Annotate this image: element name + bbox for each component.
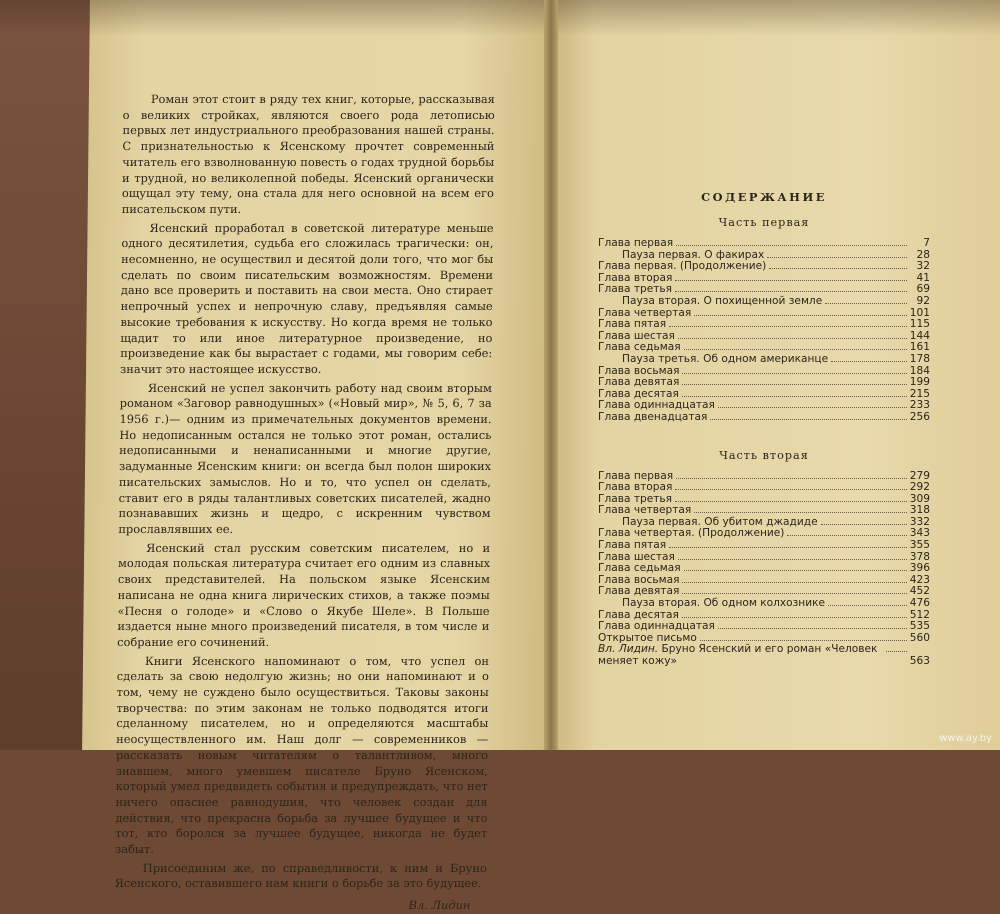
toc-entry-page: 423: [909, 573, 930, 586]
toc-entry-page: 256: [909, 410, 930, 423]
toc-entry-label: Глава седьмая: [598, 562, 681, 575]
toc-leader-dots: [682, 609, 907, 618]
paragraph: Ясенский не успел закончить работу над своим вторым романом «Заговор равнодушных» («Новый мир», № 5, 6, 7 за 1956 г.)— одним из примечательных документов времени. Но недописанным остался не только этот роман, остались недописанными и ненаписанными и многие другие, задуманные Ясенским книги: он всегда был полон широких писательских замыслов. Но и то, что успел он сделать, ставит его в ряды талантливых советских писателей, жадно познававших жизнь и щедро, с искренним чувством прославлявших ее.: [118, 380, 492, 536]
toc-entry: [598, 562, 930, 574]
toc-entry-label: Глава одиннадцатая: [598, 620, 715, 633]
toc-entry-label: Глава девятая: [598, 585, 680, 598]
toc-entry-label: Открытое письмо: [598, 631, 697, 644]
toc-entry: [598, 365, 930, 377]
toc-leader-dots: [669, 539, 907, 548]
toc-entry-page: 184: [909, 364, 930, 377]
toc-leader-dots: [825, 295, 907, 304]
toc-entry-page: 144: [909, 329, 930, 342]
toc-leader-dots: [682, 365, 906, 374]
toc-leader-dots: [682, 376, 906, 385]
toc-entry: [598, 388, 930, 400]
toc-entry-page: 215: [909, 387, 930, 400]
toc-leader-dots: [787, 527, 906, 536]
paragraph: Ясенский проработал в советской литературе меньше одного десятилетия, судьба его сложилась трагически: он, несомненно, не осуществил и десятой доли того, что мог бы сделать по своим писательским возможностям. Времени дано все проверить и поставить на свои места. Оно стирает непрочный успех и непрочную славу, предъявляя самые высокие требования к искусству. Но когда время не только щадит то или иное литературное произведение, но произведение как бы вырастает с годами, мы говорим себе: значит это настоящее искусство.: [119, 220, 494, 376]
toc-leader-dots: [675, 481, 906, 490]
toc-entry-page: 309: [909, 492, 930, 505]
toc-entry-page: 378: [909, 550, 930, 563]
toc-entry: [598, 295, 930, 307]
toc-entry-label: Глава первая: [598, 237, 674, 249]
toc-entry-page: 476: [909, 597, 930, 610]
toc-entry-label: Глава четвертая. (Продолжение): [598, 527, 785, 540]
toc-entry-page: 332: [909, 515, 930, 528]
toc-leader-dots: [821, 516, 907, 525]
paragraph: Роман этот стоит в ряду тех книг, которые, рассказывая о великих стройках, являются своего рода летописью первых лет индустриального преобразования нашей страны. С признательностью к Ясенскому прочтет современный читатель его взволнованную повесть о годах трудной борьбы и трудной, но великолепной победы. Ясенский органически ощущал эту тему, она стала для него основной на всем его писательском пути.: [121, 92, 495, 216]
toc-afterword-title: Бруно Ясенский и его роман «Человек меняет кожу»: [598, 643, 878, 667]
toc-leader-dots: [676, 237, 907, 246]
toc-entry-page: 115: [909, 318, 930, 331]
book-spine: [544, 0, 558, 750]
toc-entry-label: Пауза первая. Об убитом джадиде: [622, 515, 818, 528]
toc-entry-label: Глава пятая: [598, 318, 667, 331]
toc-entry-label: Глава четвертая: [598, 306, 692, 319]
part-two-entries: [598, 470, 930, 644]
toc-leader-dots: [828, 597, 907, 606]
toc-entry: [598, 318, 930, 330]
toc-entry-page: 535: [909, 620, 930, 633]
toc-entry-label: Глава шестая: [598, 550, 675, 563]
part-one-title: Часть первая: [718, 216, 810, 229]
toc-entry-label: Пауза вторая. Об одном колхознике: [622, 597, 826, 610]
toc-leader-dots: [676, 470, 907, 479]
toc-entry-page: 292: [909, 481, 930, 494]
toc-title: СОДЕРЖАНИЕ: [701, 190, 827, 204]
toc-entry-label: Глава шестая: [598, 329, 675, 342]
left-page: [82, 0, 558, 913]
toc-entry: [598, 481, 930, 493]
toc-entry: [598, 237, 930, 249]
toc-entry-label: Глава пятая: [598, 539, 667, 552]
toc-entry: [598, 527, 930, 539]
toc-entry: [598, 574, 930, 586]
toc-entry: [598, 399, 930, 411]
paragraph: Книги Ясенского напоминают о том, что успел он сделать за свою недолгую жизнь; но они напоминают и о том, чему не суждено было осуществиться. Таковы законы творчества: по этим законам не только подводятся итоги сделанному писателем, но и определяются масштабы неосуществленного им. Наш долг — современников — рассказать новым читателям о талантливом, много знавшем, много умевшем писателе Бруно Ясенском, который умел предвидеть события и предупреждать, что нет ничего опаснее равнодушия, что человек создан для действия, что прекрасна борьба за лучшее будущее и что тот, кто боролся за лучшее будущее, никогда не будет забыт.: [114, 653, 490, 857]
toc-leader-dots: [682, 574, 906, 583]
toc-entry: [598, 632, 930, 644]
toc-leader-dots: [675, 493, 907, 502]
toc-entry: [598, 609, 930, 621]
toc-entry: [598, 330, 930, 342]
toc-entry-label: Пауза вторая. О похищенной земле: [622, 294, 823, 307]
toc-entry-label: Пауза первая. О факирах: [622, 248, 765, 261]
toc-entry-label: Глава десятая: [598, 387, 679, 400]
toc-entry-page: 233: [909, 399, 930, 412]
toc-entry-page: 355: [909, 539, 930, 552]
toc-entry: [598, 516, 930, 528]
toc-entry-label: Глава одиннадцатая: [598, 399, 715, 412]
right-page: [550, 0, 1000, 750]
toc-entry: [598, 411, 930, 423]
toc-entry: [598, 283, 930, 295]
author-signature: Вл. Лидин: [408, 898, 471, 913]
toc-entry-label: Пауза третья. Об одном американце: [622, 352, 829, 365]
toc-entry: [598, 585, 930, 597]
toc-entry-label: Глава девятая: [598, 376, 680, 389]
toc-entry: [598, 260, 930, 272]
toc-entry-page: 396: [909, 562, 930, 575]
toc-entry-page: 178: [909, 352, 930, 365]
toc-leader-dots: [710, 411, 906, 420]
toc-entry-page: 101: [909, 306, 930, 319]
toc-entry-label: Глава десятая: [598, 608, 679, 621]
paragraph: Ясенский стал русским советским писателем, но и молодая польская литература считает его одним из славных своих представителей. На польском языке Ясенским написана не одна книга лирических стихов, а также поэмы «Песня о голоде» и «Слово о Якубе Шеле». В Польше издается ныне много произведений писателя, в том числе и собрание его сочинений.: [117, 540, 491, 649]
toc-entry-label: Глава восьмая: [598, 573, 680, 586]
toc-leader-dots: [886, 643, 907, 652]
toc-entry-page: 563: [909, 655, 930, 667]
toc-leader-dots: [694, 504, 906, 513]
toc-leader-dots: [769, 260, 907, 269]
toc-entry-label: Глава первая: [598, 469, 674, 482]
toc-leader-dots: [718, 399, 907, 408]
toc-entry-label: Глава седьмая: [598, 341, 681, 354]
toc-entry-page: 161: [909, 341, 930, 354]
toc-entry-page: 41: [916, 271, 930, 284]
toc-entry-label: Глава первая. (Продолжение): [598, 260, 767, 273]
toc-entry-label: Глава третья: [598, 492, 673, 505]
toc-leader-dots: [675, 272, 907, 281]
toc-entry-label: Глава двенадцатая: [598, 410, 708, 423]
toc-leader-dots: [682, 388, 907, 397]
toc-entry-label: Глава вторая: [598, 481, 673, 494]
toc-entry-label: Глава восьмая: [598, 364, 680, 377]
toc-entry-page: 199: [909, 376, 930, 389]
toc-entry-page: 452: [909, 585, 930, 598]
toc-entry: [598, 551, 930, 563]
toc-entry: [598, 597, 930, 609]
toc-leader-dots: [675, 283, 907, 292]
toc-entry: [598, 493, 930, 505]
toc-leader-dots: [669, 318, 907, 327]
toc-entry: [598, 539, 930, 551]
toc-entry-page: 343: [909, 527, 930, 540]
toc-entry: [598, 341, 930, 353]
part-one-entries: [598, 237, 930, 423]
toc-entry-page: 28: [916, 248, 930, 261]
toc-leader-dots: [700, 632, 907, 641]
toc-entry: [598, 272, 930, 284]
toc-leader-dots: [831, 353, 907, 362]
toc-entry-page: 92: [916, 294, 930, 307]
toc-entry-label: Глава вторая: [598, 271, 673, 284]
toc-entry-afterword: [598, 643, 930, 667]
toc-entry: [598, 376, 930, 388]
toc-entry-page: 279: [909, 469, 930, 482]
toc-leader-dots: [684, 562, 907, 571]
toc-author: Вл. Лидин.: [598, 643, 659, 656]
toc-entry: [598, 249, 930, 261]
toc-entry-label: [598, 644, 883, 667]
toc-leader-dots: [684, 341, 907, 350]
afterword-text: [114, 92, 495, 914]
toc-leader-dots: [682, 585, 906, 594]
toc-leader-dots: [678, 330, 907, 339]
toc-entry-page: 512: [909, 608, 930, 621]
toc-entry-label: Глава четвертая: [598, 504, 692, 517]
watermark: www.ay.by: [939, 733, 992, 744]
toc-entry-page: 32: [916, 260, 930, 273]
toc-entry-page: 318: [909, 504, 930, 517]
toc-entry: [598, 307, 930, 319]
toc-entry: [598, 504, 930, 516]
toc-entry-page: 560: [909, 631, 930, 644]
toc-leader-dots: [767, 249, 907, 258]
toc-entry: [598, 353, 930, 365]
toc-entry: [598, 620, 930, 632]
toc-leader-dots: [718, 620, 907, 629]
open-book: [28, 0, 1000, 913]
toc-entry: [598, 470, 930, 482]
part-two-title: Часть вторая: [719, 448, 809, 462]
toc-entry-page: 69: [916, 283, 930, 296]
toc-leader-dots: [694, 307, 906, 316]
toc-entry-label: Глава третья: [598, 283, 673, 296]
paragraph: Присоединим же, по справедливости, к ним и Бруно Ясенского, оставившего нам книги о борьбе за это будущее.: [114, 860, 487, 891]
toc-leader-dots: [678, 551, 907, 560]
toc-entry-page: 7: [923, 237, 930, 249]
table-of-contents: [598, 190, 930, 668]
